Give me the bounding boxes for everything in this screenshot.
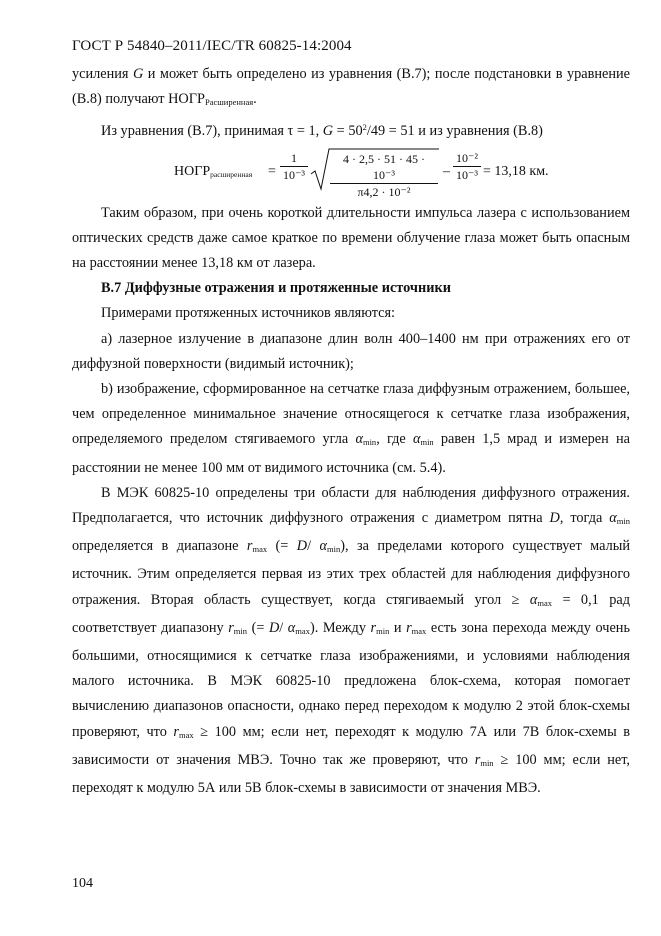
fraction-two: $\frac{\text{10⁻²}}{\text{10⁻³}}$ bbox=[453, 150, 481, 184]
intro-paragraph: усиления G и может быть определено из уравнения (В.7); после подстановки в уравнение (В.8) получают $НОГР_{Расширенная}$. bbox=[72, 66, 630, 108]
body-text bbox=[72, 62, 630, 801]
section-heading: В.7 Диффузные отражения и протяженные источники bbox=[101, 280, 451, 297]
formula-minus: – bbox=[443, 163, 450, 179]
fraction-one: $\frac{1}{\text{10⁻³}}$ bbox=[280, 150, 308, 184]
iec-paragraph: В МЭК 60825-10 определены три области для наблюдения диффузного отражения. Предполагается, что источник диффузного отражения с диаметром пятна D, тогда $\alpha_{min}$ определяется в диапазоне $r_{max}$ (= D/ $\alpha_{min}$), за пределами которого существует малый источник. Этим определяется первая из этих трех областей для наблюдения диффузного отражения. Вторая область существует, когда стягиваемый угол ≥ $\alpha_{max} = 0,1$ рад соответствует диапазону $r_{min}$ (= D/ $\alpha_{max}$). Между $r_{min}$ и $r_{max}$ есть зона перехода между очень большими, относящимися к сетчатке глаза изображениями, и условиями наблюдения малого источника. В МЭК 60825-10 предложена блок-схема, которая помогает вычислению диапазонов опасности, однако перед переходом к модулю 2 этой блок-схемы проверяют, что $r_{max} \ge 100$ мм; если нет, переходят к модулю 7А или 7В блок-схемы в зависимости от значения МВЭ. Точно так же проверяют, что $r_{min} \ge 100$ мм; если нет, переходят к модулю 5А или 5В блок-схемы в зависимости от значения МВЭ. bbox=[72, 484, 631, 797]
standard-header: ГОСТ Р 54840–2011/IEC/TR 60825-14:2004 bbox=[72, 38, 352, 54]
page-number: 104 bbox=[72, 876, 93, 891]
from-equation-paragraph: Из уравнения (В.7), принимая τ = 1, $G = 50^2/49 = 51$ и из уравнения (В.8) bbox=[101, 122, 543, 140]
formula-lhs: $НОГР_{расширенная}$ bbox=[174, 163, 253, 179]
formula-equals: = bbox=[268, 163, 276, 179]
list-item-a: а) лазерное излучение в диапазоне длин волн 400–1400 нм при отражениях его от диффузной поверхности (видимый источник); bbox=[72, 330, 630, 372]
formula-result: = 13,18 км. bbox=[483, 163, 549, 179]
list-item-b: b) изображение, сформированное на сетчатке глаза диффузным отражением, большее, чем определенное минимальное значение относящегося к сетчатке глаза изображения, определяемого пределом стягиваемого угла $\alpha_{min}$, где $\alpha_{min}$ равен 1,5 мрад и измерен на расстоянии не менее 100 мм от видимого источника (см. 5.4). bbox=[72, 381, 631, 476]
formula-block bbox=[72, 147, 630, 199]
examples-intro: Примерами протяженных источников являются: bbox=[101, 305, 396, 322]
sqrt-fraction: $\frac{\text{4 · 2,5 · 51 · 45 · 10⁻³}}{\text{π4,2 · 10⁻²}}$ bbox=[330, 151, 438, 201]
thus-paragraph: Таким образом, при очень короткой длительности импульса лазера с использованием оптических средств даже самое краткое по времени облучение глаза может быть опасным на расстоянии менее 13,18 км от лазера. bbox=[72, 204, 630, 272]
